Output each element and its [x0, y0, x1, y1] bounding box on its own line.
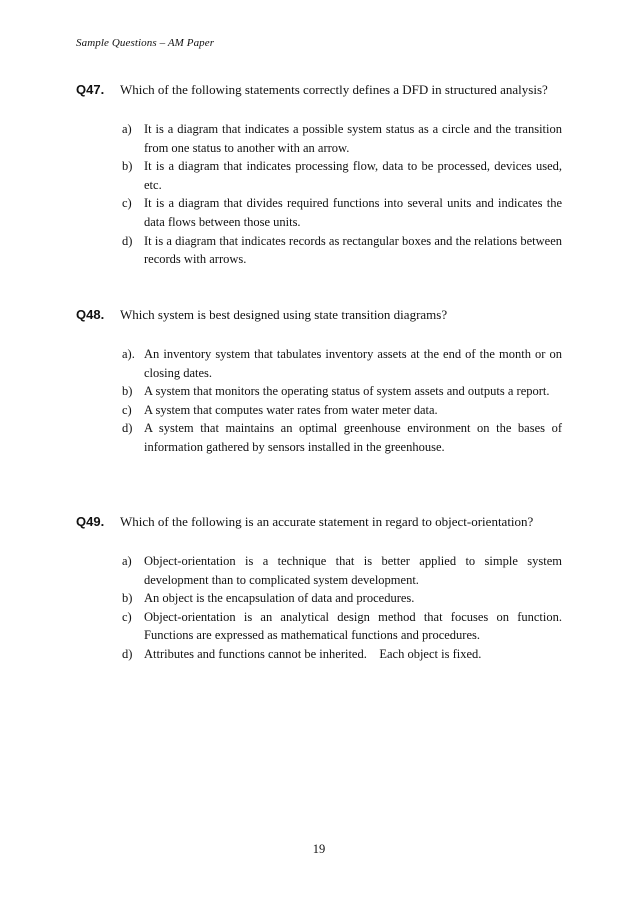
option-letter: c) — [122, 196, 132, 211]
option-text: It is a diagram that divides required functions into several units and indicates the data flows between those units. — [144, 196, 562, 229]
option-text: Attributes and functions cannot be inherited. Each object is fixed. — [144, 646, 482, 661]
option-c — [122, 194, 562, 231]
option-c — [122, 608, 562, 645]
option-list — [122, 345, 562, 457]
question-header — [76, 305, 562, 324]
option-d — [122, 419, 562, 456]
option-letter: a) — [122, 122, 132, 136]
option-letter: b) — [122, 159, 133, 174]
question-number: Q48. — [76, 307, 105, 322]
option-text: An object is the encapsulation of data and procedures. — [144, 591, 415, 606]
option-d — [122, 645, 562, 664]
option-letter: c) — [122, 402, 132, 417]
option-text: A system that monitors the operating status of system assets and outputs a report. — [144, 384, 550, 399]
option-text: A system that maintains an optimal greenhouse environment on the bases of information gathered by sensors installed in the greenhouse. — [144, 421, 562, 454]
option-c — [122, 401, 562, 420]
option-letter: c) — [122, 609, 132, 624]
option-letter: d) — [122, 646, 133, 661]
question-text: Which system is best designed using state transition diagrams? — [120, 307, 448, 322]
page-number: 19 — [312, 842, 326, 856]
option-text: It is a diagram that indicates a possible system status as a circle and the transition from one status to another with an arrow. — [144, 122, 562, 155]
option-b — [122, 589, 562, 608]
option-letter: a) — [122, 554, 132, 568]
option-letter: a). — [122, 347, 135, 361]
option-list — [122, 552, 562, 664]
option-text: It is a diagram that indicates records as rectangular boxes and the relations between records with arrows. — [144, 233, 562, 267]
question-header — [76, 80, 562, 99]
option-text: A system that computes water rates from water meter data. — [144, 402, 438, 417]
option-letter: b) — [122, 591, 133, 606]
option-text: It is a diagram that indicates processing flow, data to be processed, devices used, etc. — [144, 159, 562, 192]
running-header: Sample Questions – AM Paper — [76, 37, 215, 49]
question-text: Which of the following statements correctly defines a DFD in structured analysis? — [120, 82, 548, 97]
option-b — [122, 157, 562, 194]
option-letter: b) — [122, 384, 133, 399]
question-number: Q47. — [76, 82, 105, 97]
option-text: Object-orientation is an analytical design method that focuses on function. Functions are expressed as mathematical functions and procedures. — [144, 609, 562, 643]
question-q47 — [76, 80, 562, 267]
question-q49 — [76, 512, 562, 661]
question-header — [76, 512, 562, 531]
question-text: Which of the following is an accurate statement in regard to object-orientation? — [120, 514, 534, 529]
option-a — [122, 345, 562, 382]
question-number: Q49. — [76, 514, 105, 529]
option-letter: d) — [122, 421, 133, 436]
option-letter: d) — [122, 233, 133, 248]
option-text: Object-orientation is a technique that is better applied to simple system development than to complicated system development. — [144, 554, 562, 587]
question-q48 — [76, 305, 562, 454]
option-a — [122, 552, 562, 589]
option-a — [122, 120, 562, 157]
option-list — [122, 120, 562, 269]
option-text: An inventory system that tabulates inventory assets at the end of the month or on closing dates. — [144, 347, 562, 380]
option-d — [122, 232, 562, 269]
option-b — [122, 382, 562, 401]
